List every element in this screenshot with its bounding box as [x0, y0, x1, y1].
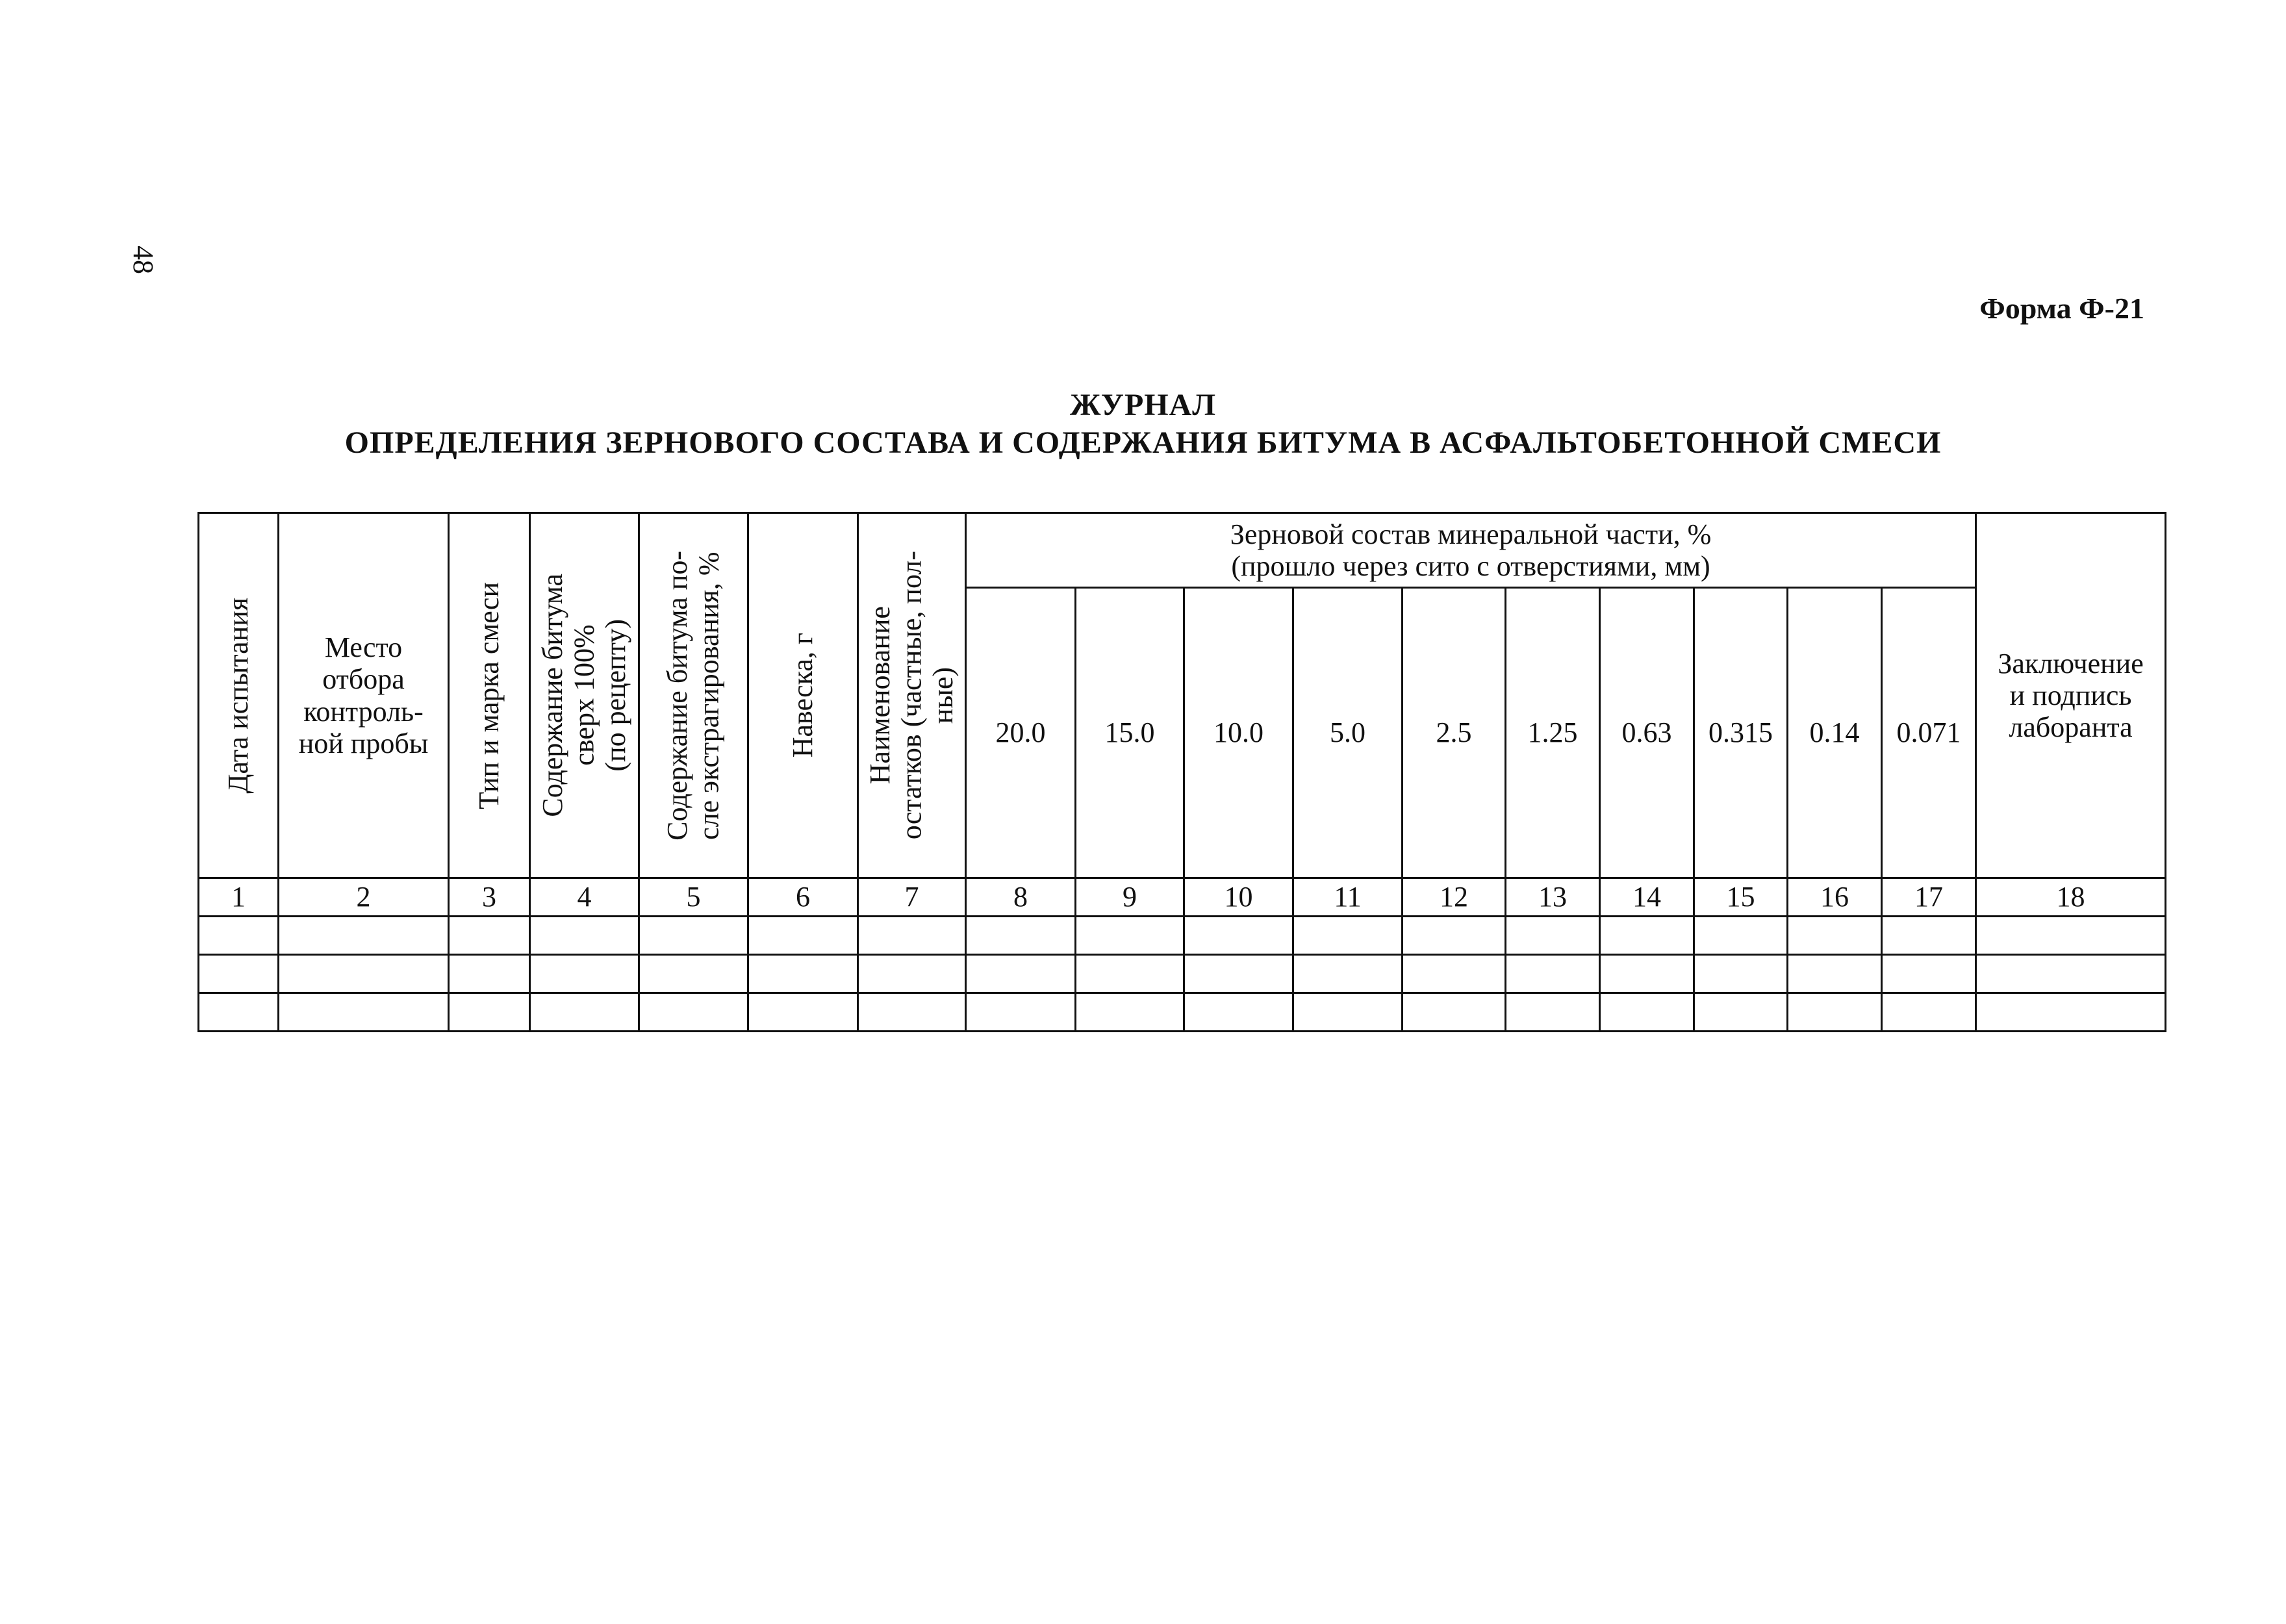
table-cell — [858, 993, 966, 1032]
header-bitumen-extracted: Содержание битума по- сле экстрагирования, % — [639, 513, 748, 878]
table-cell — [279, 955, 449, 993]
table-cell — [858, 917, 966, 955]
column-number-cell: 3 — [449, 878, 530, 917]
sieve-size-cell: 10.0 — [1184, 588, 1293, 878]
table-cell — [639, 917, 748, 955]
table-cell — [449, 993, 530, 1032]
table-cell — [1076, 917, 1184, 955]
table-cell — [1882, 917, 1976, 955]
sieve-size-cell: 20.0 — [966, 588, 1076, 878]
table-cell — [1694, 917, 1788, 955]
column-number-cell: 1 — [199, 878, 279, 917]
table-cell — [1293, 917, 1403, 955]
table-cell — [748, 993, 858, 1032]
table-cell — [966, 955, 1076, 993]
table-cell — [966, 917, 1076, 955]
sieve-size-cell: 2.5 — [1403, 588, 1506, 878]
table-cell — [530, 955, 639, 993]
table-cell — [1076, 955, 1184, 993]
table-cell — [1694, 993, 1788, 1032]
table-cell — [199, 955, 279, 993]
sieve-size-cell: 0.14 — [1788, 588, 1882, 878]
table-row — [199, 917, 2166, 955]
table-cell — [1788, 955, 1882, 993]
sieve-size-cell: 15.0 — [1076, 588, 1184, 878]
column-number-cell: 4 — [530, 878, 639, 917]
table-cell — [1293, 993, 1403, 1032]
journal-table — [197, 512, 2166, 1032]
table-cell — [748, 917, 858, 955]
header-sample-weight: Навеска, г — [748, 513, 858, 878]
header-test-date: Дата испытания — [199, 513, 279, 878]
table-cell — [1184, 955, 1293, 993]
table-cell — [639, 955, 748, 993]
table-row — [199, 993, 2166, 1032]
column-number-cell: 8 — [966, 878, 1076, 917]
journal-subtitle: ОПРЕДЕЛЕНИЯ ЗЕРНОВОГО СОСТАВА И СОДЕРЖАНИЯ БИТУМА В АСФАЛЬТОБЕТОННОЙ СМЕСИ — [344, 425, 1942, 460]
column-number-cell: 9 — [1076, 878, 1184, 917]
table-cell — [639, 993, 748, 1032]
table-cell — [1184, 917, 1293, 955]
table-cell — [1403, 955, 1506, 993]
sieve-size-cell: 0.071 — [1882, 588, 1976, 878]
sieve-size-cell: 1.25 — [1506, 588, 1600, 878]
column-number-cell: 6 — [748, 878, 858, 917]
table-cell — [449, 955, 530, 993]
column-number-cell: 15 — [1694, 878, 1788, 917]
table-cell — [1600, 993, 1694, 1032]
form-label: Форма Ф-21 — [1979, 292, 2144, 325]
table-cell — [199, 993, 279, 1032]
column-number-cell: 7 — [858, 878, 966, 917]
column-number-cell: 11 — [1293, 878, 1403, 917]
table-cell — [199, 917, 279, 955]
column-number-cell: 17 — [1882, 878, 1976, 917]
table-cell — [966, 993, 1076, 1032]
page-number: 48 — [127, 246, 159, 274]
table-cell — [1882, 955, 1976, 993]
table-row — [199, 955, 2166, 993]
table-cell — [1976, 955, 2166, 993]
table-cell — [1403, 993, 1506, 1032]
header-mix-type: Тип и марка смеси — [449, 513, 530, 878]
column-number-cell: 5 — [639, 878, 748, 917]
table-cell — [1976, 917, 2166, 955]
table-cell — [449, 917, 530, 955]
table-cell — [530, 993, 639, 1032]
column-number-cell: 12 — [1403, 878, 1506, 917]
table-cell — [279, 917, 449, 955]
table-cell — [1293, 955, 1403, 993]
table-cell — [530, 917, 639, 955]
table-cell — [1076, 993, 1184, 1032]
table-cell — [1694, 955, 1788, 993]
table-cell — [748, 955, 858, 993]
sieve-size-cell: 0.315 — [1694, 588, 1788, 878]
table-cell — [858, 955, 966, 993]
column-number-cell: 2 — [279, 878, 449, 917]
table-cell — [1976, 993, 2166, 1032]
column-number-cell: 13 — [1506, 878, 1600, 917]
sieve-size-cell: 5.0 — [1293, 588, 1403, 878]
header-bitumen-recipe: Содержание битума сверх 100% (по рецепту) — [530, 513, 639, 878]
column-number-row — [199, 878, 2166, 917]
table-cell — [1600, 917, 1694, 955]
table-cell — [1788, 993, 1882, 1032]
table-cell — [1506, 993, 1600, 1032]
header-grain-composition: Зерновой состав минеральной части, % (прошло через сито с отверстиями, мм) — [966, 513, 1976, 588]
table-cell — [1506, 917, 1600, 955]
table-cell — [1600, 955, 1694, 993]
table-cell — [1403, 917, 1506, 955]
table-cell — [1882, 993, 1976, 1032]
sieve-size-cell: 0.63 — [1600, 588, 1694, 878]
header-conclusion: Заключение и подпись лаборанта — [1976, 513, 2166, 878]
table-cell — [1184, 993, 1293, 1032]
journal-title: ЖУРНАЛ — [1069, 388, 1217, 422]
column-number-cell: 10 — [1184, 878, 1293, 917]
header-sample-place: Место отбора контроль- ной пробы — [279, 513, 449, 878]
column-number-cell: 16 — [1788, 878, 1882, 917]
table-cell — [1506, 955, 1600, 993]
table-cell — [1788, 917, 1882, 955]
column-number-cell: 14 — [1600, 878, 1694, 917]
table-cell — [279, 993, 449, 1032]
column-number-cell: 18 — [1976, 878, 2166, 917]
header-residue-name: Наименование остатков (частные, пол- ные) — [858, 513, 966, 878]
